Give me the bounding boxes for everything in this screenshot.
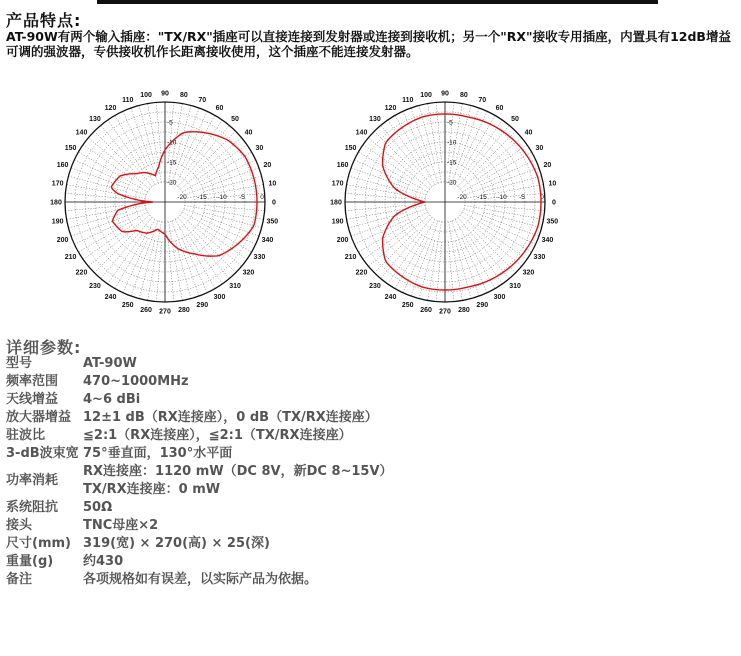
- angle-tick-label: 270: [159, 308, 171, 316]
- ring-label: 0: [260, 194, 264, 201]
- angle-tick-label: 10: [548, 180, 557, 188]
- angle-tick-label: 140: [75, 129, 88, 137]
- angle-tick-label: 310: [229, 282, 241, 290]
- ring-label: -15: [197, 194, 207, 201]
- angle-tick-label: 150: [64, 145, 77, 152]
- ring-label: -10: [497, 194, 507, 201]
- param-row: [6, 553, 393, 571]
- polar-spoke: [419, 241, 435, 299]
- polar-spoke: [139, 241, 155, 299]
- ring-label: -10: [447, 139, 457, 147]
- param-value-line: RX连接座：1120 mW（DC 8V，新DC 8~15V）: [83, 464, 393, 479]
- angle-tick-label: 140: [355, 129, 368, 137]
- angle-tick-label: 260: [420, 306, 432, 314]
- params-heading: 详细参数:: [6, 338, 82, 357]
- angle-tick-label: 110: [402, 97, 414, 105]
- param-row: [6, 499, 393, 517]
- param-row: [6, 445, 393, 463]
- angle-tick-label: 120: [104, 105, 117, 113]
- param-key: 天线增益: [6, 392, 59, 407]
- angle-tick-label: 40: [524, 129, 533, 137]
- param-row: [6, 427, 393, 445]
- polar-chart-right: [320, 84, 570, 324]
- angle-tick-label: 190: [51, 218, 64, 226]
- polar-spoke: [68, 212, 126, 228]
- polar-spoke: [455, 241, 471, 299]
- param-key: 备注: [6, 572, 33, 587]
- angle-tick-label: 350: [266, 218, 279, 226]
- polar-spoke: [67, 205, 146, 219]
- angle-tick-label: 10: [268, 180, 277, 188]
- polar-spoke: [347, 205, 426, 219]
- angle-tick-label: 280: [178, 306, 190, 314]
- polar-spoke: [67, 185, 146, 199]
- polar-spoke: [83, 145, 132, 179]
- param-key: 接头: [6, 518, 33, 533]
- angle-tick-label: 80: [180, 92, 188, 100]
- param-key: 频率范围: [6, 374, 59, 389]
- angle-tick-label: 190: [331, 218, 344, 226]
- angle-tick-label: 110: [122, 97, 134, 105]
- polar-spoke: [188, 120, 222, 169]
- angle-tick-label: 0: [552, 199, 556, 207]
- ring-label: -15: [167, 159, 177, 167]
- angle-tick-label: 250: [121, 301, 134, 309]
- ring-label: -5: [447, 119, 453, 127]
- angle-tick-label: 220: [355, 269, 368, 277]
- param-value: ≦2:1（RX连接座），≦2:1（TX/RX连接座）: [83, 428, 352, 443]
- angle-tick-label: 170: [51, 180, 64, 188]
- polar-spoke: [178, 125, 229, 186]
- polar-spoke: [188, 235, 222, 284]
- ring-label: -20: [447, 179, 457, 187]
- angle-tick-label: 60: [215, 105, 224, 113]
- polar-spoke: [460, 138, 521, 189]
- angle-tick-label: 200: [336, 236, 349, 244]
- angle-tick-label: 330: [533, 254, 546, 261]
- param-value-line: TX/RX连接座：0 mW: [83, 482, 221, 497]
- polar-spoke: [184, 209, 259, 236]
- angle-tick-label: 240: [104, 293, 117, 301]
- polar-spoke: [180, 138, 241, 189]
- angle-tick-label: 20: [263, 162, 272, 170]
- polar-spoke: [184, 168, 259, 195]
- angle-tick-label: 340: [261, 236, 274, 244]
- ring-label: -5: [519, 194, 525, 201]
- param-key: 驻波比: [6, 428, 46, 443]
- polar-spoke: [180, 215, 241, 266]
- param-value: 470~1000MHz: [83, 374, 189, 389]
- polar-spoke: [465, 205, 544, 219]
- angle-tick-label: 0: [272, 199, 276, 207]
- polar-spoke: [481, 219, 535, 244]
- angle-tick-label: 320: [242, 269, 255, 277]
- param-row: [6, 391, 393, 409]
- angle-tick-label: 30: [535, 145, 544, 152]
- param-key: 系统阻抗: [6, 500, 59, 515]
- angle-tick-label: 100: [140, 92, 152, 100]
- polar-spoke: [363, 145, 412, 179]
- polar-spoke: [458, 217, 509, 278]
- polar-spoke: [351, 168, 426, 195]
- ring-label: -20: [457, 194, 467, 201]
- angle-tick-label: 300: [493, 293, 506, 301]
- polar-spoke: [178, 217, 229, 278]
- polar-spoke: [123, 111, 148, 165]
- ring-label: -5: [167, 119, 173, 127]
- polar-spoke: [460, 215, 521, 266]
- polar-spoke: [201, 160, 255, 185]
- angle-tick-label: 20: [543, 162, 552, 170]
- param-key: 3-dB波束宽: [6, 446, 79, 461]
- param-row: [6, 517, 393, 535]
- angle-tick-label: 60: [495, 105, 504, 113]
- polar-spoke: [108, 235, 142, 284]
- angle-tick-label: 240: [384, 293, 397, 301]
- polar-chart-left: [40, 84, 290, 324]
- param-value: 75°垂直面，130°水平面: [83, 446, 233, 461]
- angle-tick-label: 230: [89, 282, 101, 290]
- angle-tick-label: 200: [56, 236, 69, 244]
- param-value: TNC母座×2: [83, 518, 159, 533]
- polar-spoke: [201, 219, 255, 244]
- polar-grid: [345, 102, 545, 302]
- param-key: 放大器增益: [6, 410, 72, 425]
- polar-svg-right: [320, 84, 570, 324]
- ring-label: -20: [167, 179, 177, 187]
- polar-spoke: [388, 235, 422, 284]
- angle-tick-label: 320: [522, 269, 535, 277]
- param-value: 319(宽) × 270(高) × 25(深): [83, 536, 270, 551]
- ring-label: -10: [217, 194, 227, 201]
- polar-spoke: [478, 145, 527, 179]
- polar-spoke: [175, 241, 191, 299]
- angle-tick-label: 270: [439, 308, 451, 316]
- features-heading: 产品特点:: [6, 11, 82, 30]
- angle-tick-label: 160: [336, 162, 349, 170]
- param-key: 型号: [6, 356, 33, 371]
- angle-tick-label: 130: [369, 116, 381, 124]
- polar-spoke: [182, 111, 207, 165]
- polar-spoke: [347, 185, 426, 199]
- angle-tick-label: 290: [476, 301, 489, 309]
- params-table: [6, 355, 393, 589]
- angle-tick-label: 330: [253, 254, 266, 261]
- angle-tick-label: 280: [458, 306, 470, 314]
- param-row: [6, 355, 393, 373]
- polar-spoke: [348, 176, 406, 192]
- angle-tick-label: 120: [384, 105, 397, 113]
- angle-tick-label: 310: [509, 282, 521, 290]
- angle-tick-label: 80: [460, 92, 468, 100]
- angle-tick-label: 220: [75, 269, 88, 277]
- angle-tick-label: 90: [441, 90, 449, 98]
- param-key: 尺寸(mm): [6, 536, 71, 551]
- polar-spoke: [395, 219, 435, 288]
- ring-label: -15: [447, 159, 457, 167]
- polar-spoke: [381, 217, 432, 278]
- param-value: 各项规格如有误差，以实际产品为依据。: [83, 572, 318, 587]
- angle-tick-label: 70: [198, 97, 207, 105]
- angle-tick-label: 180: [50, 199, 62, 207]
- angle-tick-label: 230: [369, 282, 381, 290]
- polar-spoke: [354, 219, 408, 244]
- angle-tick-label: 250: [401, 301, 414, 309]
- features-description: AT-90W有两个输入插座："TX/RX"插座可以直接连接到发射器或连接到接收机；另一个"RX"接收专用插座，内置具有12dB增益可调的强波器，专供接收机作长距离接收使用，这个插座不能连接发射器。: [6, 29, 731, 59]
- polar-grid: [65, 102, 265, 302]
- ring-label: -10: [167, 139, 177, 147]
- polar-spoke: [115, 219, 155, 288]
- angle-tick-label: 70: [478, 97, 487, 105]
- polar-svg-left: [40, 84, 290, 324]
- top-rule: [97, 0, 658, 4]
- ring-label: 0: [540, 194, 544, 201]
- param-value: 12±1 dB（RX连接座），0 dB（TX/RX连接座）: [83, 410, 378, 425]
- angle-tick-label: 210: [344, 254, 357, 261]
- param-value: AT-90W: [83, 356, 137, 371]
- polar-spoke: [481, 160, 535, 185]
- param-row: [6, 463, 393, 499]
- polar-spoke: [74, 219, 128, 244]
- angle-tick-label: 210: [64, 254, 77, 261]
- polar-spoke: [101, 125, 152, 186]
- angle-tick-label: 160: [56, 162, 69, 170]
- polar-spoke: [464, 209, 539, 236]
- param-value: 约430: [83, 554, 124, 569]
- angle-tick-label: 90: [161, 90, 169, 98]
- polar-spoke: [462, 111, 487, 165]
- polar-spoke: [348, 212, 406, 228]
- angle-tick-label: 30: [255, 145, 264, 152]
- param-row: [6, 535, 393, 553]
- polar-spoke: [381, 125, 432, 186]
- polar-spoke: [458, 125, 509, 186]
- angle-tick-label: 340: [541, 236, 554, 244]
- angle-tick-label: 290: [196, 301, 209, 309]
- angle-tick-label: 150: [344, 145, 357, 152]
- angle-tick-label: 50: [511, 116, 519, 124]
- param-value: 4~6 dBi: [83, 392, 141, 407]
- ring-label: -15: [477, 194, 487, 201]
- angle-tick-label: 50: [231, 116, 239, 124]
- polar-spoke: [395, 115, 435, 184]
- polar-spoke: [351, 209, 426, 236]
- angle-tick-label: 260: [140, 306, 152, 314]
- angle-tick-label: 100: [420, 92, 432, 100]
- angle-tick-label: 300: [213, 293, 226, 301]
- angle-tick-label: 130: [89, 116, 101, 124]
- angle-tick-label: 350: [546, 218, 559, 226]
- param-key: 功率消耗: [6, 473, 59, 488]
- param-value: [82, 463, 393, 499]
- ring-label: -5: [239, 194, 245, 201]
- polar-spoke: [71, 168, 146, 195]
- param-key: 重量(g): [6, 554, 54, 569]
- polar-spoke: [484, 212, 542, 228]
- angle-tick-label: 170: [331, 180, 344, 188]
- angle-tick-label: 180: [330, 199, 342, 207]
- angle-tick-label: 40: [244, 129, 253, 137]
- polar-spoke: [71, 209, 146, 236]
- polar-spoke: [101, 217, 152, 278]
- param-row: [6, 571, 393, 589]
- polar-spoke: [168, 222, 182, 301]
- ring-label: -20: [177, 194, 187, 201]
- polar-spoke: [464, 168, 539, 195]
- param-row: [6, 409, 393, 427]
- param-value: 50Ω: [83, 500, 113, 515]
- polar-spoke: [204, 212, 262, 228]
- polar-spoke: [185, 205, 264, 219]
- param-row: [6, 373, 393, 391]
